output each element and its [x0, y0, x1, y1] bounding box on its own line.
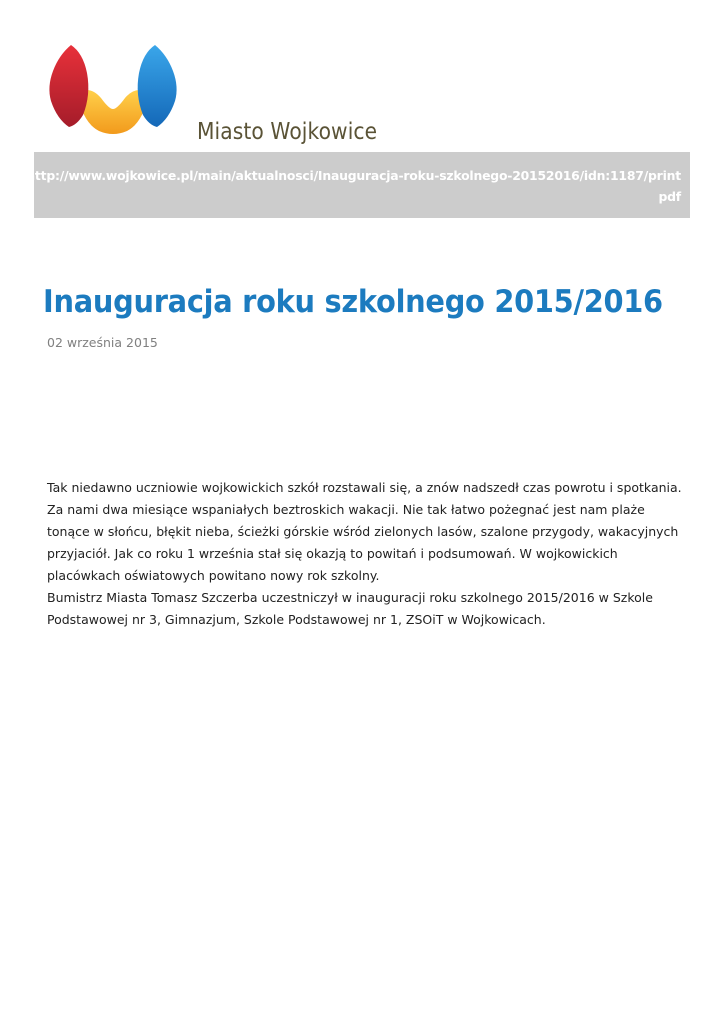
page-url[interactable]: http://www.wojkowice.pl/main/aktualnosci/Inauguracja-roku-szkolnego-20152016/idn:1187/printpdf — [26, 168, 681, 204]
article-body — [47, 477, 687, 631]
site-name: Miasto Wojkowice — [197, 119, 378, 145]
logo-left-shape — [49, 45, 88, 127]
logo-center-shape — [77, 90, 149, 134]
article-title: Inauguracja roku szkolnego 2015/2016 — [43, 284, 663, 320]
article-paragraph: Bumistrz Miasta Tomasz Szczerba uczestniczył w inauguracji roku szkolnego 2015/2016 w Szkole Podstawowej nr 3, Gimnazjum, Szkole Podstawowej nr 1, ZSOiT w Wojkowicach. — [47, 590, 653, 627]
url-bar — [26, 152, 690, 218]
article-paragraph: Tak niedawno uczniowie wojkowickich szkół rozstawali się, a znów nadszedł czas powrotu i spotkania. Za nami dwa miesiące wspaniałych beztroskich wakacji. Nie tak łatwo pożegnać jest nam plaże tonące w słońcu, błękit nieba, ścieżki górskie wśród zielonych lasów, szalone przygody, wakacyjnych przyjaciół. Jak co roku 1 września stał się okazją to powitań i podsumowań. W wojkowickich placówkach oświatowych powitano nowy rok szkolny. — [47, 480, 682, 583]
wojkowice-logo — [47, 43, 179, 135]
article-date: 02 września 2015 — [47, 335, 158, 350]
logo-right-shape — [138, 45, 177, 127]
